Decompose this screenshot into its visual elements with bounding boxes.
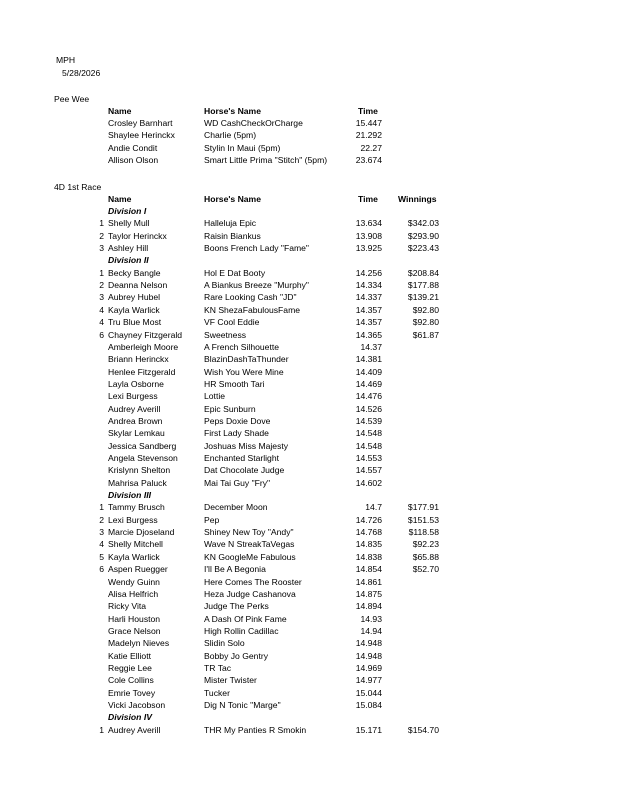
rider-name: Jessica Sandberg	[108, 440, 177, 451]
rider-name: Ricky Vita	[108, 601, 147, 612]
horse-name: BlazinDashTaThunder	[204, 354, 289, 365]
rider-name: Marcie Djoseland	[108, 527, 175, 538]
run-time: 14.409	[355, 366, 382, 377]
rider-name: Angela Stevenson	[108, 453, 178, 463]
winnings: $293.90	[407, 230, 439, 241]
run-time: 15.171	[355, 724, 382, 735]
rider-name: Wendy Guinn	[108, 576, 160, 587]
rider-name: Crosley Barnhart	[108, 118, 173, 128]
run-time: 15.447	[355, 118, 382, 128]
division-label: Division IV	[108, 712, 152, 723]
run-time: 14.557	[355, 465, 382, 476]
run-time: 14.37	[360, 341, 382, 352]
placing: 1	[99, 267, 104, 278]
rider-name: Krislynn Shelton	[108, 465, 171, 476]
rider-name: Layla Osborne	[108, 378, 164, 389]
run-time: 14.875	[355, 588, 382, 599]
event-title: MPH	[56, 55, 76, 65]
peewee-col-horse: Horse's Name	[204, 106, 261, 116]
placing: 4	[99, 317, 104, 328]
horse-name: Bobby Jo Gentry	[204, 650, 269, 661]
horse-name: Raisin Biankus	[204, 230, 261, 241]
horse-name: KN GoogleMe Fabulous	[204, 551, 296, 562]
rider-name: Kayla Warlick	[108, 551, 160, 562]
horse-name: Stylin In Maui (5pm)	[204, 142, 281, 153]
run-time: 13.925	[355, 243, 382, 254]
race-col-time: Time	[358, 194, 378, 204]
horse-name: I'll Be A Begonia	[204, 564, 266, 575]
run-time: 14.553	[355, 453, 382, 463]
rider-name: Tru Blue Most	[108, 317, 162, 328]
rider-name: Katie Elliott	[108, 650, 151, 661]
run-time: 14.835	[355, 539, 382, 550]
run-time: 14.948	[355, 638, 382, 649]
run-time: 21.292	[355, 130, 382, 141]
horse-name: Peps Doxie Dove	[204, 415, 271, 426]
horse-name: Heza Judge Cashanova	[204, 588, 296, 599]
run-time: 14.768	[355, 527, 382, 538]
horse-name: Charlie (5pm)	[204, 130, 257, 141]
rider-name: Mahrisa Paluck	[108, 477, 167, 488]
rider-name: Grace Nelson	[108, 625, 161, 636]
horse-name: Judge The Perks	[204, 601, 269, 612]
horse-name: Smart Little Prima "Stitch" (5pm)	[204, 155, 328, 166]
rider-name: Andrea Brown	[108, 415, 163, 426]
winnings: $92.80	[412, 317, 439, 328]
rider-name: Emrie Tovey	[108, 687, 156, 698]
horse-name: First Lady Shade	[204, 428, 269, 439]
run-time: 14.894	[355, 601, 382, 612]
run-time: 14.357	[355, 317, 382, 328]
rider-name: Shelly Mitchell	[108, 539, 163, 550]
division-label: Division I	[108, 206, 147, 216]
rider-name: Allison Olson	[108, 155, 159, 166]
horse-name: Rare Looking Cash "JD"	[204, 292, 297, 303]
winnings: $208.84	[407, 267, 439, 278]
rider-name: Tammy Brusch	[108, 502, 165, 513]
run-time: 13.908	[355, 230, 382, 241]
rider-name: Cole Collins	[108, 675, 154, 686]
horse-name: HR Smooth Tari	[204, 378, 265, 389]
rider-name: Andie Condit	[108, 142, 158, 153]
rider-name: Deanna Nelson	[108, 280, 168, 291]
horse-name: Joshuas Miss Majesty	[204, 440, 289, 451]
placing: 3	[99, 527, 104, 538]
horse-name: A French Silhouette	[204, 341, 280, 352]
event-date: 5/28/2026	[62, 68, 101, 78]
rider-name: Skylar Lemkau	[108, 428, 165, 439]
race-col-horse: Horse's Name	[204, 194, 261, 204]
run-time: 14.476	[355, 391, 382, 402]
placing: 1	[99, 724, 104, 735]
horse-name: Lottie	[204, 391, 226, 402]
winnings: $177.88	[407, 280, 439, 291]
rider-name: Audrey Averill	[108, 403, 161, 414]
horse-name: Hol E Dat Booty	[204, 267, 266, 278]
run-time: 14.337	[355, 292, 382, 303]
rider-name: Becky Bangle	[108, 267, 161, 278]
placing: 2	[99, 230, 104, 241]
horse-name: VF Cool Eddie	[204, 317, 260, 328]
placing: 2	[99, 514, 104, 525]
rider-name: Reggie Lee	[108, 662, 152, 673]
placing: 3	[99, 243, 104, 254]
rider-name: Amberleigh Moore	[108, 341, 179, 352]
horse-name: Enchanted Starlight	[204, 453, 280, 463]
horse-name: Mister Twister	[204, 675, 257, 686]
run-time: 14.548	[355, 428, 382, 439]
winnings: $61.87	[412, 329, 439, 340]
run-time: 14.381	[355, 354, 382, 365]
peewee-col-name: Name	[108, 106, 132, 116]
run-time: 14.539	[355, 415, 382, 426]
rider-name: Aspen Ruegger	[108, 564, 168, 575]
horse-name: A Dash Of Pink Fame	[204, 613, 287, 624]
horse-name: Pep	[204, 514, 220, 525]
placing: 4	[99, 539, 104, 550]
run-time: 22.27	[360, 142, 382, 153]
rider-name: Lexi Burgess	[108, 514, 158, 525]
placing: 3	[99, 292, 104, 303]
rider-name: Harli Houston	[108, 613, 161, 624]
horse-name: Here Comes The Rooster	[204, 576, 302, 587]
winnings: $139.21	[407, 292, 439, 303]
division-label: Division II	[108, 255, 149, 266]
winnings: $342.03	[407, 218, 439, 229]
horse-name: Sweetness	[204, 329, 247, 340]
winnings: $177.91	[407, 502, 439, 513]
horse-name: KN ShezaFabulousFame	[204, 304, 301, 315]
horse-name: High Rollin Cadillac	[204, 625, 279, 636]
winnings: $154.70	[407, 724, 439, 735]
placing: 5	[99, 551, 104, 562]
winnings: $52.70	[412, 564, 439, 575]
horse-name: Boons French Lady "Fame"	[204, 243, 309, 254]
placing: 4	[99, 304, 104, 315]
winnings: $223.43	[407, 243, 439, 254]
horse-name: Mai Tai Guy "Fry"	[204, 477, 271, 488]
rider-name: Audrey Averill	[108, 724, 161, 735]
placing: 6	[99, 329, 104, 340]
rider-name: Chayney Fitzgerald	[108, 329, 183, 340]
rider-name: Briann Herinckx	[108, 354, 169, 365]
run-time: 14.838	[355, 551, 382, 562]
run-time: 23.674	[355, 155, 382, 166]
run-time: 14.726	[355, 514, 382, 525]
run-time: 14.548	[355, 440, 382, 451]
horse-name: Epic Sunburn	[204, 403, 256, 414]
horse-name: Shiney New Toy "Andy"	[204, 527, 294, 538]
winnings: $92.80	[412, 304, 439, 315]
horse-name: WD CashCheckOrCharge	[204, 118, 303, 128]
winnings: $65.88	[412, 551, 439, 562]
run-time: 14.365	[355, 329, 382, 340]
run-time: 14.969	[355, 662, 382, 673]
placing: 1	[99, 502, 104, 513]
run-time: 14.256	[355, 267, 382, 278]
race-col-name: Name	[108, 194, 132, 204]
horse-name: Dig N Tonic "Marge"	[204, 700, 281, 710]
run-time: 14.854	[355, 564, 382, 575]
rider-name: Shelly Mull	[108, 218, 150, 229]
run-time: 14.93	[360, 613, 382, 624]
peewee-col-time: Time	[358, 106, 378, 116]
rider-name: Madelyn Nieves	[108, 638, 170, 649]
run-time: 14.861	[355, 576, 382, 587]
placing: 6	[99, 564, 104, 575]
rider-name: Taylor Herinckx	[108, 230, 167, 241]
horse-name: Wish You Were Mine	[204, 366, 284, 377]
horse-name: Wave N StreakTaVegas	[204, 539, 295, 550]
rider-name: Henlee Fitzgerald	[108, 366, 176, 377]
rider-name: Kayla Warlick	[108, 304, 160, 315]
horse-name: THR My Panties R Smokin	[204, 724, 307, 735]
run-time: 14.94	[360, 625, 382, 636]
run-time: 14.469	[355, 378, 382, 389]
run-time: 14.7	[365, 502, 382, 513]
horse-name: Slidin Solo	[204, 638, 245, 649]
run-time: 15.044	[355, 687, 382, 698]
rider-name: Ashley Hill	[108, 243, 149, 254]
placing: 1	[99, 218, 104, 229]
race-col-winnings: Winnings	[398, 194, 437, 204]
rider-name: Aubrey Hubel	[108, 292, 161, 303]
rider-name: Lexi Burgess	[108, 391, 158, 402]
horse-name: TR Tac	[204, 662, 232, 673]
rider-name: Shaylee Herinckx	[108, 130, 175, 141]
peewee-section-title: Pee Wee	[54, 94, 90, 104]
race-section-title: 4D 1st Race	[54, 182, 102, 192]
placing: 2	[99, 280, 104, 291]
run-time: 14.334	[355, 280, 382, 291]
run-time: 14.977	[355, 675, 382, 686]
horse-name: Tucker	[204, 687, 230, 698]
winnings: $151.53	[407, 514, 439, 525]
horse-name: Halleluja Epic	[204, 218, 257, 229]
run-time: 14.948	[355, 650, 382, 661]
horse-name: Dat Chocolate Judge	[204, 465, 285, 476]
horse-name: A Biankus Breeze "Murphy"	[204, 280, 309, 291]
run-time: 15.084	[355, 700, 382, 710]
horse-name: December Moon	[204, 502, 268, 513]
run-time: 13.634	[355, 218, 382, 229]
run-time: 14.357	[355, 304, 382, 315]
run-time: 14.526	[355, 403, 382, 414]
winnings: $92.23	[412, 539, 439, 550]
winnings: $118.58	[408, 527, 439, 538]
division-label: Division III	[108, 490, 151, 501]
rider-name: Alisa Helfrich	[108, 588, 159, 599]
run-time: 14.602	[355, 477, 382, 488]
rider-name: Vicki Jacobson	[108, 700, 166, 710]
